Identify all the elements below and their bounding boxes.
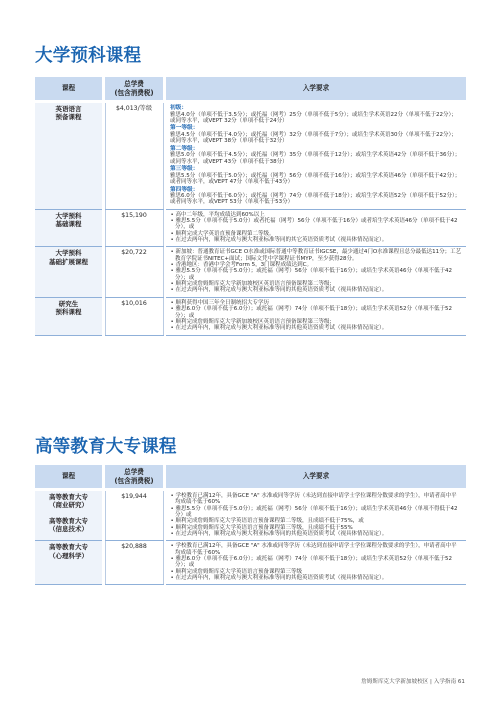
requirement-item: • 顺利完成詹姆斯库克大学英语语言预备课程第三等级: [170, 569, 462, 575]
table-row: [35, 297, 466, 335]
course-name: 高等教育大专 （信息技术）: [49, 516, 88, 533]
course-fee: $20,722: [105, 247, 163, 297]
requirement-item: • 高中二年级，平均成绩达到60%以上: [170, 212, 462, 218]
table-row: [35, 541, 466, 585]
table-row: [35, 491, 466, 541]
requirement-item: • 顺利完成大学英语直预备课程第二等级。: [170, 231, 462, 237]
course-name: 高等教育大专 （商业研究）: [49, 493, 88, 510]
header-fee: 总学费 (包含消费税): [105, 77, 163, 100]
requirement-item: • 在过去两年内，顺利完成与澳大利亚标准等同的其他英语资质考试（视具体情况而定）。: [170, 325, 462, 331]
level-title: 第一等级：: [170, 125, 199, 132]
requirement-item: • 雅思6.0分（单项不低于6.0分）；或托福（网考）74分（单项不低于18分）；或培生学术英语52分（单项不低于52分）；或: [170, 556, 462, 569]
requirement-item: • 在过去两年内，顺利完成与澳大利亚标准等同的其它英语资质考试（视具体情况而定）。: [170, 237, 462, 243]
course-name: 大学预科 基础课程: [35, 209, 102, 247]
requirement-item: • 顺利完成詹姆斯库克大学新加坡校区英语语言预备课程第二等级;: [170, 281, 462, 287]
level-requirement: 雅思5.5分（单项不低于5.0分）；或托福（网考）56分（单项不低于16分）；或培生学术英语46分（单项不低于42分）；或者同等水平，或VEPT 47分（单项不低于43分）: [170, 172, 461, 185]
level-title: 第二等级：: [170, 145, 199, 152]
header-requirements: 入学要求: [166, 77, 466, 100]
course-name-cell: [35, 491, 102, 541]
requirement-item: • 在过去两年内，顺利完成与澳大利亚标准等同的其他英语资质考试（视具体情况而定）。: [170, 531, 462, 537]
course-name: 研究生 预科课程: [35, 297, 102, 335]
level-title: 初级：: [170, 105, 188, 111]
course-name: 高等教育大专 （心理科学）: [49, 543, 88, 560]
header-fee: 总学费 (包含消费税): [105, 465, 163, 488]
level-title: 第三等级：: [170, 166, 199, 173]
level-requirement: 雅思4.0分（单项不低于3.5分）；或托福（网考）25分（单项不低于5分）；或培生学术英语22分（单项不低于22分）；或同等水平，或VEPT 32分（单项不低于24分）: [170, 111, 457, 124]
requirement-item: • 新加坡：普通教育证书GCE O水准或国际普通中等教育证书IGCSE，最少通过4门O水准课程且总分最低达11分；工艺教育学院证书NITEC+面试；国际文凭中学课程证书MYP，至少获得28分。: [170, 249, 462, 262]
course-name-cell: [35, 541, 102, 585]
course-fee: $10,016: [105, 297, 163, 335]
diploma-courses-table: [35, 465, 466, 585]
requirement-item: • 雅思6.0分（单项不低于6.0分）；或托福（网考）74分（单项不低于18分）；或培生学术英语52分（单项不低于52分）；或: [170, 306, 462, 319]
requirements-cell: [166, 247, 466, 297]
requirements-cell: [166, 209, 466, 247]
requirements-cell: [166, 541, 466, 585]
requirement-item: • 顺利获得中国三年全日制统招大专学历: [170, 300, 462, 306]
requirements-cell: [166, 103, 466, 209]
requirement-item: • 雅思5.5分（单项不低于5.0分）；或托福（网考）56分（单项不低于16分）；或培生学术英语46分（单项不得低于42分）或: [170, 506, 462, 519]
requirement-item: • 顺利完成詹姆斯库克大学英语语言预备课程第二等级，且成绩不低于75%，或: [170, 518, 462, 524]
header-course: 课程: [35, 77, 102, 100]
requirements-cell: [166, 491, 466, 541]
requirements-cell: [166, 297, 466, 335]
table-row: [35, 247, 466, 297]
requirement-item: • 香港地区：香港中学会考Form 5，3门课程成绩达到C。: [170, 262, 462, 268]
course-fee: $4,013/等级: [105, 103, 163, 209]
foundation-courses-table: [35, 77, 466, 336]
course-fee: $15,190: [105, 209, 163, 247]
requirement-item: • 在过去两年内，顺利完成与澳大利亚标准等同的其他英语资质考试（视具体情况而定）。: [170, 575, 462, 581]
level-requirement: 雅思5.0分（单项不低于4.5分）；或托福（网考）35分（单项不低于12分）；或培生学术英语42分（单项不低于36分）；或同等水平，或VEPT 43分（单项不低于38分）: [170, 152, 461, 165]
level-title: 第四等级：: [170, 186, 199, 193]
requirement-item: • 雅思5.5分（单项不低于5.0分）或者托福（网考）56分（单项不低于16分）或者培生学术英语46分（单项不低于42分），或: [170, 218, 462, 231]
course-fee: $20,888: [105, 541, 163, 585]
level-requirement: 雅思6.0分（单项不低于6.0分）；或托福（网考）74分（单项不低于18分）；或培生学术英语52分（单项不低于52分）；或者同等水平，或VEPT 53分（单项不低于53分）: [170, 193, 461, 206]
requirement-item: • 在过去两年内，顺利完成与澳大利亚标准等同的其他英语资质考试（视具体情况而定）。: [170, 287, 462, 293]
header-course: 课程: [35, 465, 102, 488]
header-requirements: 入学要求: [166, 465, 466, 488]
course-name: 英语语言 预备课程: [35, 103, 102, 209]
requirement-item: • 学校教育已满12年，具备GCE "A" 水准或同等学历（未达到直接申请学士学位课程分数要求的学生），申请者高中平均成绩不低于60%: [170, 493, 462, 506]
course-fee: $19,944: [105, 491, 163, 541]
level-requirement: 雅思4.5分（单项不低于4.0分）；或托福（网考）32分（单项不低于7分）；或培生学术英语30分（单项不低于22分）；或同等水平，或VEPT 38分（单项不低于32分）: [170, 131, 457, 145]
requirement-item: • 顺利完成詹姆斯库克大学新加坡校区英语语言预备课程第三等级;: [170, 319, 462, 325]
section-title-foundation: 大学预科课程: [35, 46, 142, 66]
requirement-item: • 雅思5.5分（单项不低于5.0分）；或托福（网考）56分（单项不低于16分）；或培生学术英语46分（单项不低于42分）；或: [170, 268, 462, 281]
requirement-item: • 学校教育已满12年，具备GCE "A" 水准或同等学历（未达到直接申请学士学位课程分数要求的学生），申请者高中平均成绩不低于60%: [170, 543, 462, 556]
table-row: [35, 209, 466, 247]
requirement-item: • 顺利完成詹姆斯库克大学英语语言预备课程第三等级，且成绩不低于55%: [170, 525, 462, 531]
course-name: 大学预科 基础扩展课程: [35, 247, 102, 297]
section-title-diploma: 高等教育大专课程: [35, 437, 177, 457]
table-row: [35, 103, 466, 209]
page-footer: 詹姆斯库克大学新加坡校区 | 入学指南 61: [361, 679, 465, 685]
